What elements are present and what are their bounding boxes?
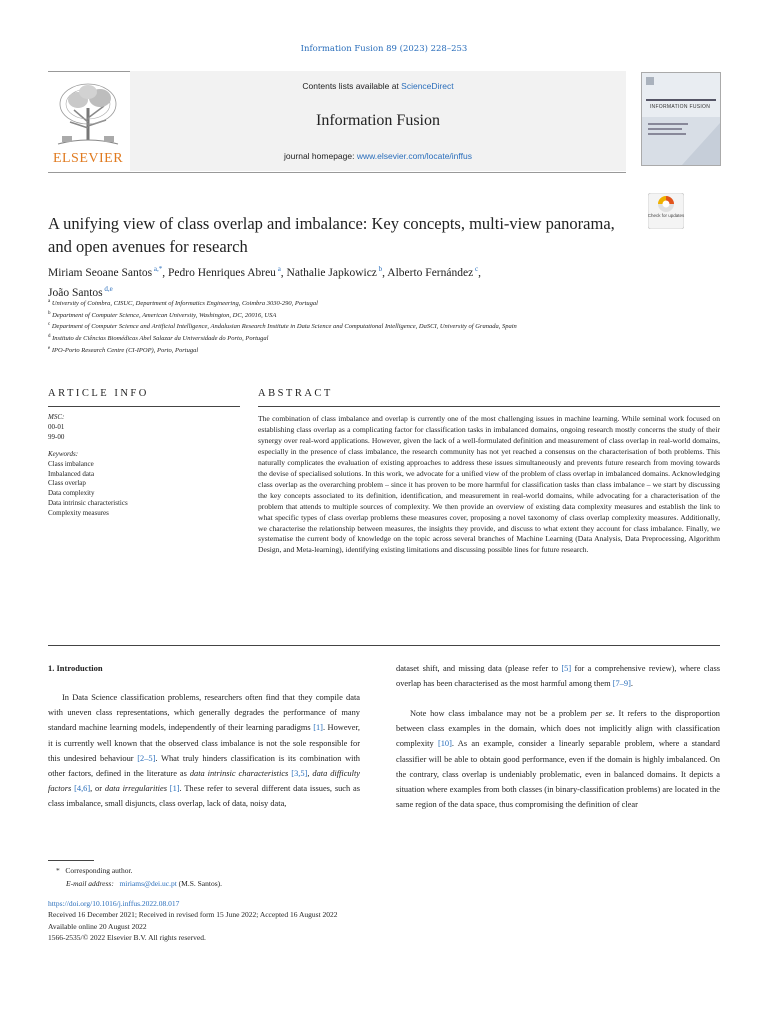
paragraph-text: . However, it is currently well known that the observed class imbalance is not the sole responsible for this undesired behaviour xyxy=(48,723,361,763)
journal-reference[interactable]: Information Fusion 89 (2023) 228–253 xyxy=(300,44,468,54)
elsevier-wordmark: ELSEVIER xyxy=(52,151,124,166)
cover-title: INFORMATION FUSION xyxy=(649,104,711,110)
email-line xyxy=(56,877,222,890)
keywords-label: Keywords: xyxy=(48,449,79,458)
check-for-updates-icon[interactable] xyxy=(648,193,684,229)
citation-link[interactable]: [5] xyxy=(561,664,572,673)
author-affiliation-mark[interactable]: b xyxy=(376,265,383,273)
author-name[interactable]: Alberto Fernández xyxy=(387,266,474,279)
footnote-rule xyxy=(48,860,94,861)
affiliation-item xyxy=(48,344,648,356)
citation-link[interactable]: [1] xyxy=(169,784,180,794)
citation-link[interactable]: [10] xyxy=(437,739,452,749)
intro-paragraph-2 xyxy=(396,706,720,812)
paragraph-text: . It refers to the disproportion between class examples in the domain, which does not implicitly align with classification complexity xyxy=(396,709,720,749)
paragraph-text: In Data Science classification problems, researchers often find that they compile data with uneven class representations, which generally degrades the performance of many standard machine learning models, independently of their learning paradigms xyxy=(48,693,360,733)
intro-paragraph-1-continued xyxy=(396,661,720,691)
author-affiliation-mark[interactable]: c xyxy=(473,265,479,273)
homepage-prefix: journal homepage: xyxy=(284,151,357,161)
author-name[interactable]: Miriam Seoane Santos xyxy=(48,266,153,279)
author-separator: , xyxy=(382,266,388,279)
article-info-heading: ARTICLE INFO xyxy=(48,388,149,399)
author-separator: , xyxy=(478,266,481,279)
author-affiliation-mark[interactable]: a xyxy=(275,265,281,273)
keyword-list xyxy=(48,460,248,519)
affiliation-mark: c xyxy=(48,322,51,328)
affiliation-mark: e xyxy=(48,345,51,351)
paragraph-text: . As an example, consider a linearly separable problem, where a standard classifier will be able to obtain good performance, even if the domain is highly imbalanced. On the contrary, class overlap is undeniably problematic, even in balanced domains. It depicts a situation where examples from both classes (in binary-classification problems) are located in the same region of the data space, thus compromising the definition of clear xyxy=(396,739,720,810)
paragraph-text: , or xyxy=(90,784,105,794)
emphasized-text: data intrinsic characteristics xyxy=(189,769,289,779)
email-owner: (M.S. Santos). xyxy=(178,879,222,888)
cover-art xyxy=(642,73,720,165)
publication-meta xyxy=(48,898,338,943)
journal-cover-image xyxy=(641,72,721,166)
author-name[interactable]: Pedro Henriques Abreu xyxy=(167,266,276,279)
author-separator: , xyxy=(280,266,287,279)
keyword: Class imbalance xyxy=(48,459,94,468)
affiliation-text: Department of Computer Science and Artificial Intelligence, Andalusian Research Institute in Data Science and Computational Intelligence, DaSCI, University of Granada, Spain xyxy=(50,323,517,331)
paragraph-text: Note how class imbalance may not be a problem xyxy=(410,709,591,718)
citation-link[interactable]: [1] xyxy=(313,723,323,733)
intro-paragraph-1 xyxy=(48,690,360,812)
citation-link[interactable]: [4,6] xyxy=(74,784,91,794)
citation-link[interactable]: [3,5] xyxy=(291,769,308,779)
affiliation-text: University of Coimbra, CISUC, Department of Informatics Engineering, Coimbra 3030-290, Portugal xyxy=(50,300,318,308)
check-for-updates-label: Check for updates xyxy=(647,213,685,218)
received-dates: Received 16 December 2021; Received in revised form 15 June 2022; Accepted 16 August 2022 xyxy=(48,910,338,920)
affiliation-item xyxy=(48,320,648,332)
journal-title: Information Fusion xyxy=(316,112,440,129)
msc-code: 00-01 xyxy=(48,422,65,431)
affiliation-mark: a xyxy=(48,299,51,304)
affiliation-mark: b xyxy=(48,310,51,316)
emphasized-text: data irregularities xyxy=(104,784,167,794)
abstract-rule xyxy=(258,406,720,407)
affiliation-text: Department of Computer Science, American University, Washington, DC, 20016, USA xyxy=(50,311,277,319)
paragraph-text: for a comprehensive review), where class overlap has been characterised as the most harmful among them xyxy=(396,664,720,689)
contents-prefix: Contents lists available at xyxy=(302,81,402,91)
email-label: E-mail address: xyxy=(66,879,114,888)
paragraph-text: dataset shift, and missing data (please refer to xyxy=(396,664,562,673)
author-affiliation-mark[interactable]: a,* xyxy=(152,265,163,273)
affiliation-item xyxy=(48,332,648,344)
introduction-heading: 1. Introduction xyxy=(48,663,103,673)
citation-link[interactable]: [2–5] xyxy=(137,753,156,763)
article-title: A unifying view of class overlap and imbalance: Key concepts, multi-view panorama, and open avenues for research xyxy=(48,214,615,256)
affiliation-text: IPO-Porto Research Centre (CI-IPOP), Porto, Portugal xyxy=(50,346,199,354)
paragraph-text: , xyxy=(307,769,313,779)
corresponding-author-note xyxy=(56,864,222,877)
abstract-text: The combination of class imbalance and overlap is currently one of the most challenging issues in machine learning. While seminal work focused on establishing class overlap as a complicating factor for classification tasks in imbalanced domains, ongoing research mostly concerns the study of their synergy over real-word applications. However, given the lack of a well-formulated definition and measurement of class overlap in real-world domains, especially in the presence of class imbalance, the research community has not yet reached a consensus on the characterisation of both problems. This naturally complicates the evaluation of existing approaches to address these issues simultaneously and prevents future research from moving towards the devise of specialised solutions. In this work, we advocate for a unified view of the problem of class overlap in imbalanced domains. Acknowledging class overlap as the overarching problem – since it has proven to be more harmful for classification tasks than class imbalance – we start by discussing the key concepts associated to its definition, identification, and measurement in real-world domains, while advocating for a characterisation of the problem that attends to multiple sources of complexity. We then provide an overview of existing data complexity measures and establish the link to what specific types of class overlap problems these measures cover, proposing a novel taxonomy of class overlap complexity measures. Additionally, we characterise the relationship between measures, the insights they provide, and discuss to what extent they account for class imbalance. Finally, we systematise the current body of knowledge on the topic across several branches of Machine Learning (Data Analysis, Data Preprocessing, Algorithm Design, and Meta-learning), identifying existing limitations and discussing possible lines for future research. xyxy=(258,414,720,555)
emphasized-text: data difficulty factors xyxy=(48,769,360,794)
contents-line xyxy=(130,81,626,91)
citation-link[interactable]: [7–9] xyxy=(612,679,631,689)
paragraph-text: . These refer to several different data issues, such as class imbalance, small disjuncts, class overlap, lack of data, noisy data, xyxy=(48,784,361,809)
author-name[interactable]: Nathalie Japkowicz xyxy=(286,266,377,279)
paragraph-text: . xyxy=(630,679,633,689)
article-info-block xyxy=(48,413,248,519)
keyword: Class overlap xyxy=(48,479,86,488)
affiliation-item xyxy=(48,297,648,309)
keyword: Imbalanced data xyxy=(48,469,95,478)
author-list xyxy=(48,261,688,301)
homepage-line xyxy=(130,151,626,161)
paragraph-text: . What truly hinders classification is its combination with other factors, defined in the literature as xyxy=(48,753,360,779)
abstract-bottom-rule xyxy=(48,645,720,646)
affiliation-mark: d xyxy=(48,333,51,339)
keyword: Data intrinsic characteristics xyxy=(48,499,128,508)
abstract-heading: ABSTRACT xyxy=(258,388,333,399)
author-name[interactable]: João Santos xyxy=(48,286,103,299)
corresponding-mark: * xyxy=(56,866,60,875)
msc-label: MSC: xyxy=(48,413,65,421)
available-online: Available online 20 August 2022 xyxy=(48,921,147,931)
homepage-link[interactable]: www.elsevier.com/locate/inffus xyxy=(356,151,472,161)
copyright: 1566-2535/© 2022 Elsevier B.V. All rights reserved. xyxy=(48,932,206,942)
doi-link[interactable]: https://doi.org/10.1016/j.inffus.2022.08.017 xyxy=(48,899,180,908)
emphasized-text: per se xyxy=(590,709,613,718)
affiliation-list xyxy=(48,297,648,355)
email-link[interactable]: miriams@dei.uc.pt xyxy=(119,879,177,888)
author-affiliation-mark[interactable]: d,e xyxy=(102,284,113,293)
footnote-block xyxy=(56,864,222,890)
msc-code: 99-00 xyxy=(48,432,65,441)
article-info-rule xyxy=(48,406,240,407)
author-separator: , xyxy=(162,266,168,279)
affiliation-text: Instituto de Ciências Biomédicas Abel Salazar da Universidade do Porto, Portugal xyxy=(50,335,269,343)
sciencedirect-link[interactable]: ScienceDirect xyxy=(401,81,454,91)
corresponding-author-label: Corresponding author. xyxy=(65,866,133,875)
affiliation-item xyxy=(48,309,648,321)
keyword: Data complexity xyxy=(48,489,95,498)
keyword: Complexity measures xyxy=(48,509,109,518)
msc-code-list xyxy=(48,423,248,443)
